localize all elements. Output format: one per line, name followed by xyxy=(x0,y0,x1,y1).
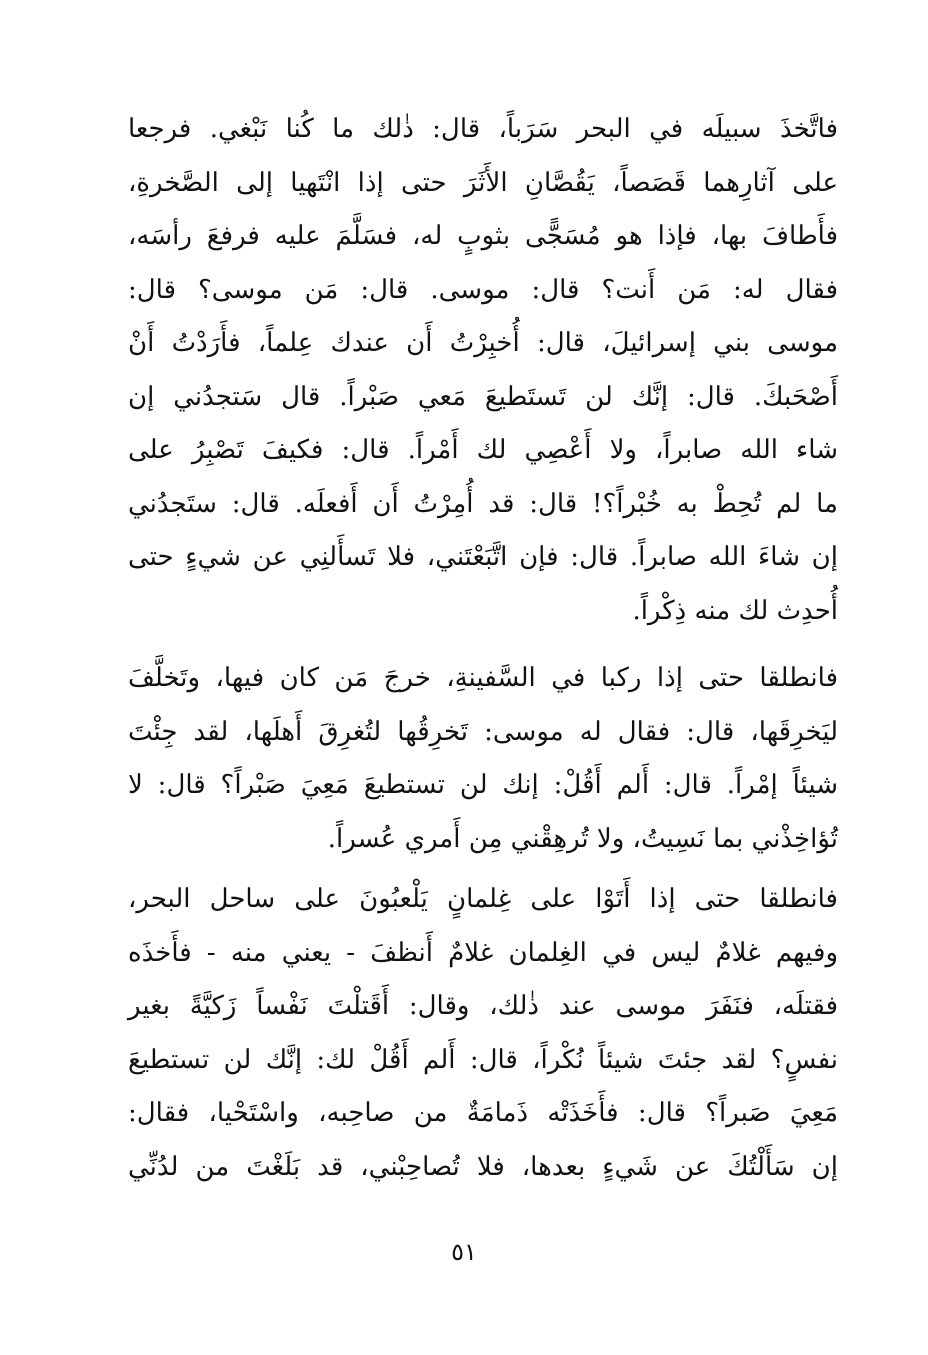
text-line: موسى بني إسرائيلَ، قال: أُخبِرْتُ أَن عندك عِلماً، فأَرَدْتُ أَنْ xyxy=(128,328,838,358)
paragraph-1 xyxy=(128,103,838,638)
paragraph-3 xyxy=(128,873,838,1194)
page-number: ٥١ xyxy=(451,1238,477,1266)
text-line: فقال له: مَن أَنت؟ قال: موسى. قال: مَن موسى؟ قال: xyxy=(128,274,838,305)
text-line: فأَطافَ بها، فإذا هو مُسَجًّى بثوبٍ له، فسَلَّمَ عليه فرفعَ رأسَه، xyxy=(128,221,838,251)
text-line: ليَخرِقَها، قال: فقال له موسى: تَخرِقُها لتُغرِقَ أَهلَها، لقد جِئْتَ xyxy=(128,716,838,747)
text-line: أُحدِث لك منه ذِكْراً. xyxy=(632,595,838,626)
text-line: ما لم تُحِطْ به خُبْراً؟! قال: قد أُمِرْتُ أَن أَفعلَه. قال: ستَجدُني xyxy=(128,488,838,519)
text-line: مَعِيَ صَبراً؟ قال: فأَخَذَتْه ذَمامَةٌ من صاحِبه، واسْتَحْيا، فقال: xyxy=(128,1098,838,1128)
text-line: فاتَّخذَ سبيلَه في البحر سَرَباً، قال: ذٰلك ما كُنا نَبْغي. فرجعا xyxy=(128,114,838,144)
text-line: فانطلقا حتى إذا ركبا في السَّفينةِ، خرجَ مَن كان فيها، وتَخلَّفَ xyxy=(128,663,838,693)
text-line: شاء الله صابراً، ولا أَعْصِي لك أَمْراً. قال: فكيفَ تَصْبِرُ على xyxy=(128,435,838,465)
text-line: وفيهم غلامٌ ليس في الغِلمان غلامٌ أَنظفَ - يعني منه - فأَخذَه xyxy=(128,937,838,968)
text-line: أَصْحَبكَ. قال: إنَّك لن تَستَطيعَ مَعي صَبْراً. قال سَتجدُني إن xyxy=(128,381,838,412)
text-line: تُؤاخِذْني بما نَسِيتُ، ولا تُرهِقْني مِن أَمري عُسراً. xyxy=(327,823,838,854)
text-line: على آثارِهما قَصَصاً، يَقُصَّانِ الأَثَرَ حتى إذا انْتَهيا إلى الصَّخرةِ، xyxy=(128,167,838,198)
text-line: نفسٍ؟ لقد جئتَ شيئاً نُكْراً، قال: أَلم أَقُلْ لك: إنَّك لن تستطيعَ xyxy=(128,1044,838,1075)
paragraph-2 xyxy=(128,652,838,866)
text-line: فقتلَه، فنَفَرَ موسى عند ذٰلك، وقال: أَقَتلْتَ نَفْساً زَكيَّةً بغير xyxy=(128,991,838,1021)
text-line: إن سَأَلْتُكَ عن شَيءٍ بعدها، فلا تُصاحِبْني، قد بَلَغْتَ من لدُنِّي xyxy=(128,1151,838,1182)
text-line: إن شاءَ الله صابراً. قال: فإن اتَّبَعْتَني، فلا تَسأَلنِي عن شيءٍ حتى xyxy=(128,542,838,572)
text-line: فانطلقا حتى إذا أَتَوْا على غِلمانٍ يَلْعبُونَ على ساحل البحر، xyxy=(128,884,838,914)
text-line: شيئاً إمْراً. قال: أَلم أَقُلْ: إنك لن تستطيعَ مَعِيَ صَبْراً؟ قال: لا xyxy=(128,770,838,800)
